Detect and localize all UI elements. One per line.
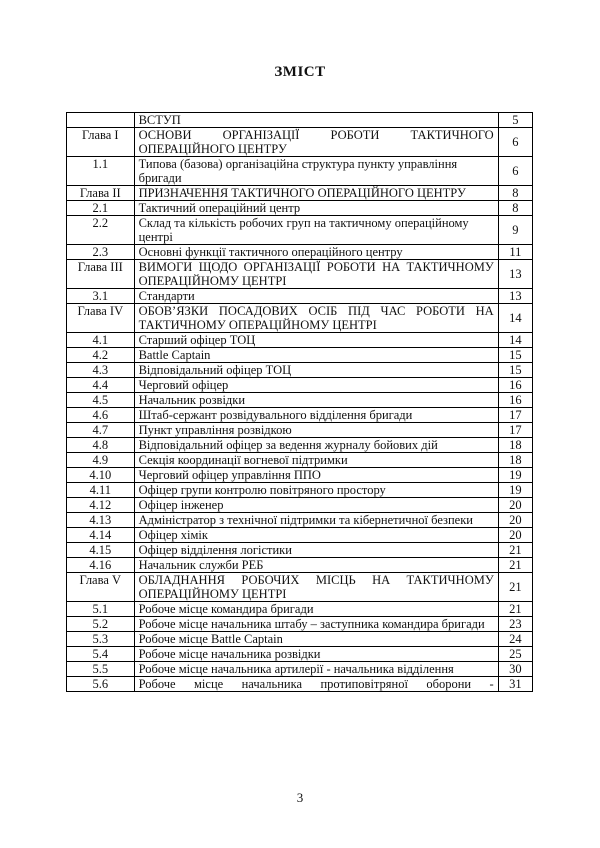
toc-title: Основні функції тактичного операційного центру <box>134 245 498 260</box>
toc-section-row <box>67 558 533 573</box>
toc-number: 4.13 <box>67 513 135 528</box>
toc-number: 4.9 <box>67 453 135 468</box>
toc-number: 5.3 <box>67 632 135 647</box>
toc-number: Глава V <box>67 573 135 602</box>
toc-number: 4.6 <box>67 408 135 423</box>
toc-title: Стандарти <box>134 289 498 304</box>
toc-chapter-row <box>67 260 533 289</box>
toc-title: Відповідальний офіцер за ведення журналу бойових дій <box>134 438 498 453</box>
toc-section-row <box>67 245 533 260</box>
toc-page: 8 <box>498 201 532 216</box>
toc-section-row <box>67 438 533 453</box>
toc-chapter-row <box>67 186 533 201</box>
toc-title: Офіцер групи контролю повітряного простору <box>134 483 498 498</box>
toc-number: 2.3 <box>67 245 135 260</box>
toc-title: Секція координації вогневої підтримки <box>134 453 498 468</box>
toc-page: 17 <box>498 408 532 423</box>
toc-title: Тактичний операційний центр <box>134 201 498 216</box>
toc-section-row <box>67 289 533 304</box>
toc-chapter-row <box>67 304 533 333</box>
toc-title: Начальник розвідки <box>134 393 498 408</box>
toc-number: 4.5 <box>67 393 135 408</box>
toc-number: Глава IV <box>67 304 135 333</box>
toc-number: 4.3 <box>67 363 135 378</box>
toc-number: 4.4 <box>67 378 135 393</box>
toc-title: Робоче місце Battle Captain <box>134 632 498 647</box>
toc-page: 21 <box>498 602 532 617</box>
toc-page: 16 <box>498 378 532 393</box>
toc-section-row <box>67 363 533 378</box>
toc-page: 21 <box>498 558 532 573</box>
toc-number: Глава I <box>67 128 135 157</box>
toc-title: ОСНОВИ ОРГАНІЗАЦІЇ РОБОТИ ТАКТИЧНОГО ОПЕРАЦІЙНОГО ЦЕНТРУ <box>134 128 498 157</box>
toc-page: 9 <box>498 216 532 245</box>
toc-number <box>67 113 135 128</box>
toc-section-row <box>67 201 533 216</box>
toc-title: Типова (базова) організаційна структура пункту управління бригади <box>134 157 498 186</box>
toc-page: 6 <box>498 157 532 186</box>
toc-section-row <box>67 468 533 483</box>
toc-title: Робоче місце начальника розвідки <box>134 647 498 662</box>
toc-section-row <box>67 647 533 662</box>
toc-section-row <box>67 393 533 408</box>
toc-page: 13 <box>498 289 532 304</box>
toc-title: ВСТУП <box>134 113 498 128</box>
toc-section-row <box>67 528 533 543</box>
toc-title: Штаб-сержант розвідувального відділення бригади <box>134 408 498 423</box>
toc-title: Начальник служби РЕБ <box>134 558 498 573</box>
toc-page: 15 <box>498 348 532 363</box>
toc-section-row <box>67 513 533 528</box>
toc-number: 4.15 <box>67 543 135 558</box>
toc-number: 3.1 <box>67 289 135 304</box>
toc-section-row <box>67 333 533 348</box>
toc-page: 8 <box>498 186 532 201</box>
toc-section-row <box>67 408 533 423</box>
toc-title: Адміністратор з технічної підтримки та кібернетичної безпеки <box>134 513 498 528</box>
toc-page: 13 <box>498 260 532 289</box>
table-of-contents <box>66 112 533 692</box>
toc-section-row <box>67 662 533 677</box>
toc-number: 4.10 <box>67 468 135 483</box>
toc-title: Battle Captain <box>134 348 498 363</box>
toc-title: Відповідальний офіцер ТОЦ <box>134 363 498 378</box>
toc-number: 5.4 <box>67 647 135 662</box>
toc-section-row <box>67 617 533 632</box>
toc-page: 21 <box>498 543 532 558</box>
toc-section-row <box>67 602 533 617</box>
toc-page: 17 <box>498 423 532 438</box>
toc-section-row <box>67 348 533 363</box>
toc-title: Склад та кількість робочих груп на тактичному операційному центрі <box>134 216 498 245</box>
toc-page: 20 <box>498 498 532 513</box>
toc-page: 23 <box>498 617 532 632</box>
toc-title: Робоче місце начальника артилерії - начальника відділення <box>134 662 498 677</box>
toc-section-row <box>67 453 533 468</box>
toc-number: 2.1 <box>67 201 135 216</box>
toc-title: ПРИЗНАЧЕННЯ ТАКТИЧНОГО ОПЕРАЦІЙНОГО ЦЕНТРУ <box>134 186 498 201</box>
toc-page: 25 <box>498 647 532 662</box>
toc-page: 16 <box>498 393 532 408</box>
toc-section-row <box>67 378 533 393</box>
toc-number: 4.14 <box>67 528 135 543</box>
toc-page: 6 <box>498 128 532 157</box>
toc-section-row <box>67 423 533 438</box>
toc-number: 5.6 <box>67 677 135 692</box>
toc-section-row <box>67 677 533 692</box>
toc-section-row <box>67 157 533 186</box>
page-number: 3 <box>296 790 304 805</box>
toc-page: 14 <box>498 333 532 348</box>
toc-number: 5.1 <box>67 602 135 617</box>
toc-page: 20 <box>498 513 532 528</box>
toc-title: Офіцер інженер <box>134 498 498 513</box>
toc-section-row <box>67 543 533 558</box>
toc-chapter-row <box>67 573 533 602</box>
toc-title: Пункт управління розвідкою <box>134 423 498 438</box>
toc-number: 4.16 <box>67 558 135 573</box>
toc-number: 4.8 <box>67 438 135 453</box>
toc-page: 31 <box>498 677 532 692</box>
toc-section-row <box>67 498 533 513</box>
page-title: ЗМІСТ <box>274 64 326 80</box>
toc-title: Офіцер хімік <box>134 528 498 543</box>
toc-title: Робоче місце начальника штабу – заступника командира бригади <box>134 617 498 632</box>
toc-title: ОБОВ’ЯЗКИ ПОСАДОВИХ ОСІБ ПІД ЧАС РОБОТИ НА ТАКТИЧНОМУ ОПЕРАЦІЙНОМУ ЦЕНТРІ <box>134 304 498 333</box>
toc-number: 4.11 <box>67 483 135 498</box>
toc-title: Офіцер відділення логістики <box>134 543 498 558</box>
toc-section-row <box>67 216 533 245</box>
toc-number: 5.2 <box>67 617 135 632</box>
toc-title: Робоче місце командира бригади <box>134 602 498 617</box>
toc-number: Глава II <box>67 186 135 201</box>
toc-page: 19 <box>498 468 532 483</box>
toc-page: 24 <box>498 632 532 647</box>
toc-title: Черговий офіцер управління ППО <box>134 468 498 483</box>
toc-title: ОБЛАДНАННЯ РОБОЧИХ МІСЦЬ НА ТАКТИЧНОМУ ОПЕРАЦІЙНОМУ ЦЕНТРІ <box>134 573 498 602</box>
toc-title: Старший офіцер ТОЦ <box>134 333 498 348</box>
toc-number: 4.12 <box>67 498 135 513</box>
toc-number: 4.2 <box>67 348 135 363</box>
toc-page: 5 <box>498 113 532 128</box>
toc-section-row <box>67 483 533 498</box>
toc-section-row <box>67 632 533 647</box>
toc-page: 19 <box>498 483 532 498</box>
toc-number: 4.1 <box>67 333 135 348</box>
toc-number: 2.2 <box>67 216 135 245</box>
toc-chapter-row <box>67 128 533 157</box>
toc-number: Глава III <box>67 260 135 289</box>
toc-title: Черговий офіцер <box>134 378 498 393</box>
toc-title: ВИМОГИ ЩОДО ОРГАНІЗАЦІЇ РОБОТИ НА ТАКТИЧНОМУ ОПЕРАЦІЙНОМУ ЦЕНТРІ <box>134 260 498 289</box>
toc-page: 18 <box>498 453 532 468</box>
toc-page: 11 <box>498 245 532 260</box>
toc-page: 20 <box>498 528 532 543</box>
toc-chapter-row <box>67 113 533 128</box>
toc-page: 18 <box>498 438 532 453</box>
toc-title: Робоче місце начальника протиповітряної оборони - <box>134 677 498 692</box>
toc-number: 1.1 <box>67 157 135 186</box>
toc-page: 15 <box>498 363 532 378</box>
toc-page: 21 <box>498 573 532 602</box>
toc-page: 14 <box>498 304 532 333</box>
toc-page: 30 <box>498 662 532 677</box>
toc-number: 4.7 <box>67 423 135 438</box>
toc-number: 5.5 <box>67 662 135 677</box>
